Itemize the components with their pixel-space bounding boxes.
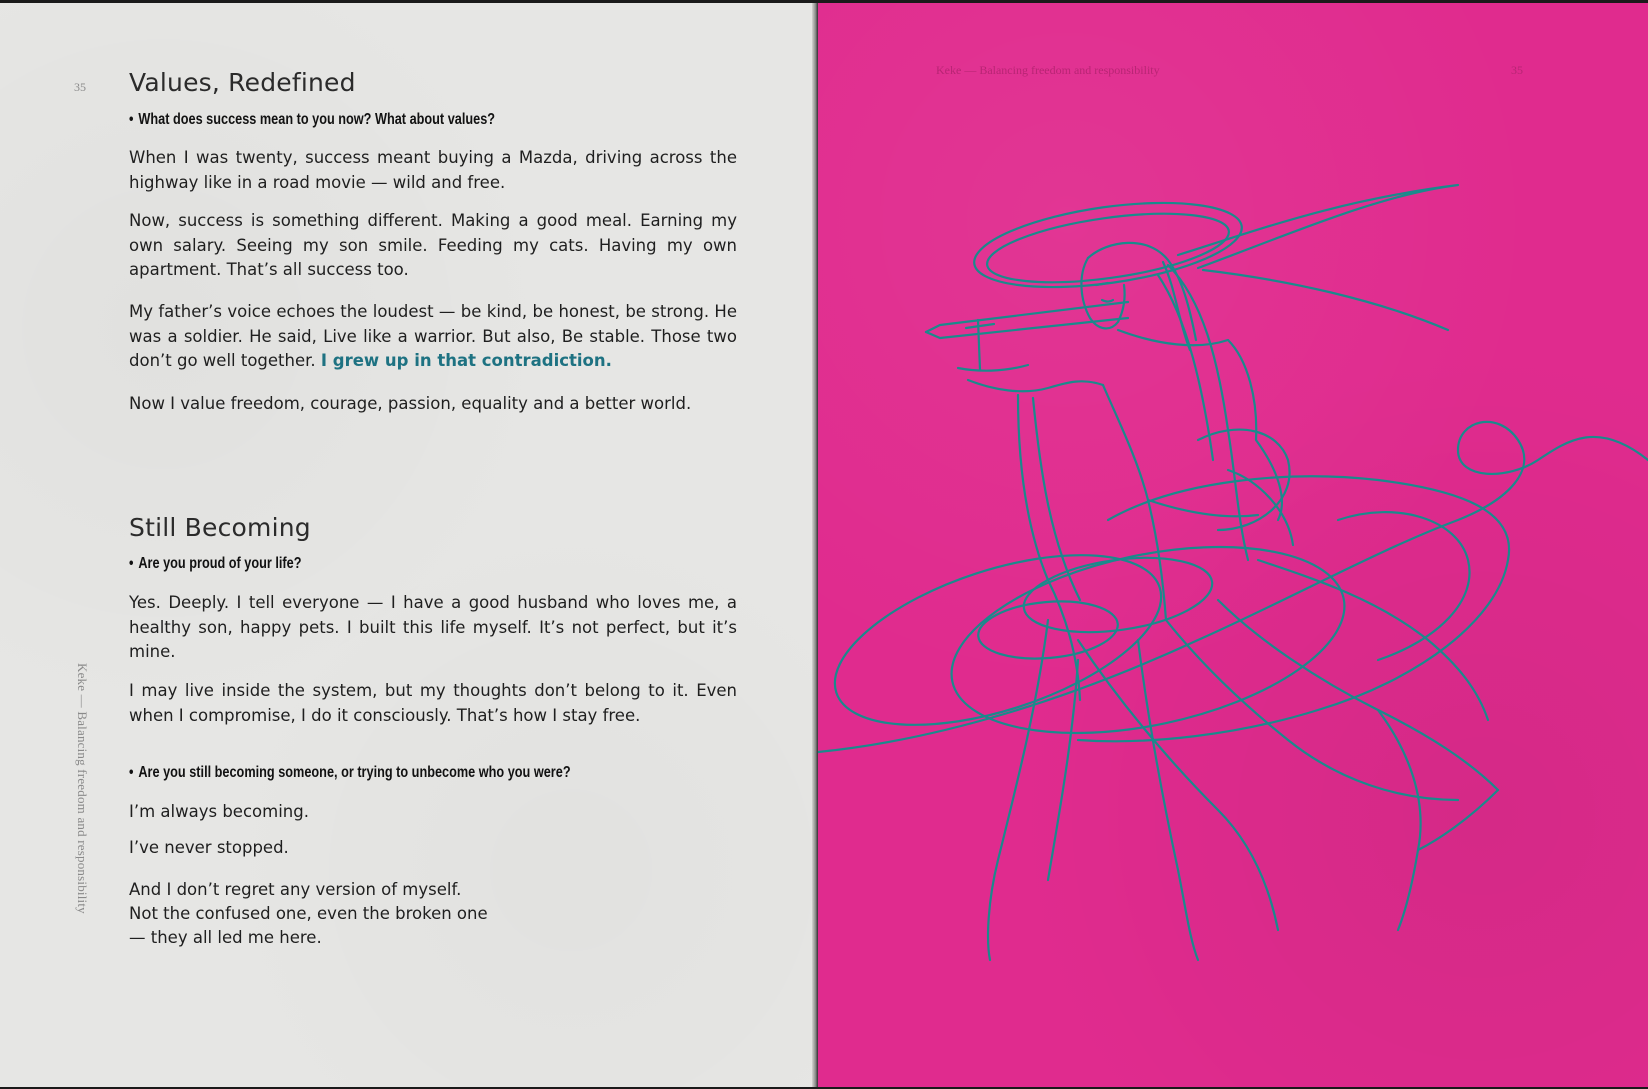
question-text: Are you proud of your life? <box>138 555 302 572</box>
paragraph: When I was twenty, success meant buying a Mazda, driving across the highway like in a road movie — wild and free. <box>129 148 737 192</box>
question-block <box>129 111 737 129</box>
closing-line-text: Not the confused one, even the broken one <box>129 904 488 923</box>
question <box>129 764 628 782</box>
section-title: Values, Redefined <box>129 68 356 97</box>
highlight-text: I grew up in that contradiction. <box>320 351 612 370</box>
closing-line <box>129 878 737 903</box>
closing-line-text: And I don’t regret any version of myself. <box>129 880 462 899</box>
paragraph-block <box>129 300 737 374</box>
paragraph: Yes. Deeply. I tell everyone — I have a good husband who loves me, a healthy son, happy pets. I built this life myself. It’s not perfect, but it’s mine. <box>129 593 737 661</box>
section-title: Still Becoming <box>129 513 311 542</box>
halo-ring <box>969 189 1247 302</box>
paragraph-block <box>129 591 737 665</box>
closing-line <box>129 926 737 951</box>
paragraph: Now, success is something different. Making a good meal. Earning my own salary. Seeing my son smile. Feeding my cats. Having my own apartment. That’s all success too. <box>129 211 737 279</box>
right-running-header: Keke — Balancing freedom and responsibility <box>936 63 1160 77</box>
paragraph-block <box>129 146 737 195</box>
bullet-icon: • <box>129 764 134 781</box>
closing-line-text: I’ve never stopped. <box>129 838 289 857</box>
closing-line-text: I’m always becoming. <box>129 802 309 821</box>
question-block <box>129 555 737 573</box>
question <box>129 555 628 573</box>
closing-line <box>129 902 737 927</box>
section-still-becoming <box>129 513 737 542</box>
paragraph-block <box>129 392 737 417</box>
woman-with-sword-illustration <box>818 0 1648 1089</box>
bullet-icon: • <box>129 111 134 128</box>
section-values-redefined <box>129 68 737 97</box>
closing-line <box>129 800 737 825</box>
sword-blade <box>926 302 1128 332</box>
paragraph: Now I value freedom, courage, passion, equality and a better world. <box>129 394 692 413</box>
question-text: Are you still becoming someone, or trying to unbecome who you were? <box>138 764 571 781</box>
paragraph-text: My father’s voice echoes the loudest — be kind, be honest, be strong. He was a soldier. He said, Live like a warrior. But also, Be stable. Those two don’t go well together. <box>129 302 737 370</box>
closing-line-text: — they all led me here. <box>129 928 322 947</box>
left-vertical-running-title: Keke — Balancing freedom and responsibility <box>75 663 90 914</box>
bullet-icon: • <box>129 555 134 572</box>
closing-line <box>129 836 737 861</box>
question-text: What does success mean to you now? What about values? <box>138 111 496 128</box>
right-page-number: 35 <box>1511 63 1523 77</box>
paragraph-block <box>129 209 737 283</box>
left-page-number: 35 <box>74 80 86 94</box>
paragraph <box>129 300 737 374</box>
paragraph-block <box>129 679 737 728</box>
paragraph: I may live inside the system, but my thoughts don’t belong to it. Even when I compromise, I do it consciously. That’s how I stay free. <box>129 681 737 725</box>
face-outline <box>1081 258 1124 328</box>
question-block <box>129 764 737 782</box>
question <box>129 111 628 129</box>
